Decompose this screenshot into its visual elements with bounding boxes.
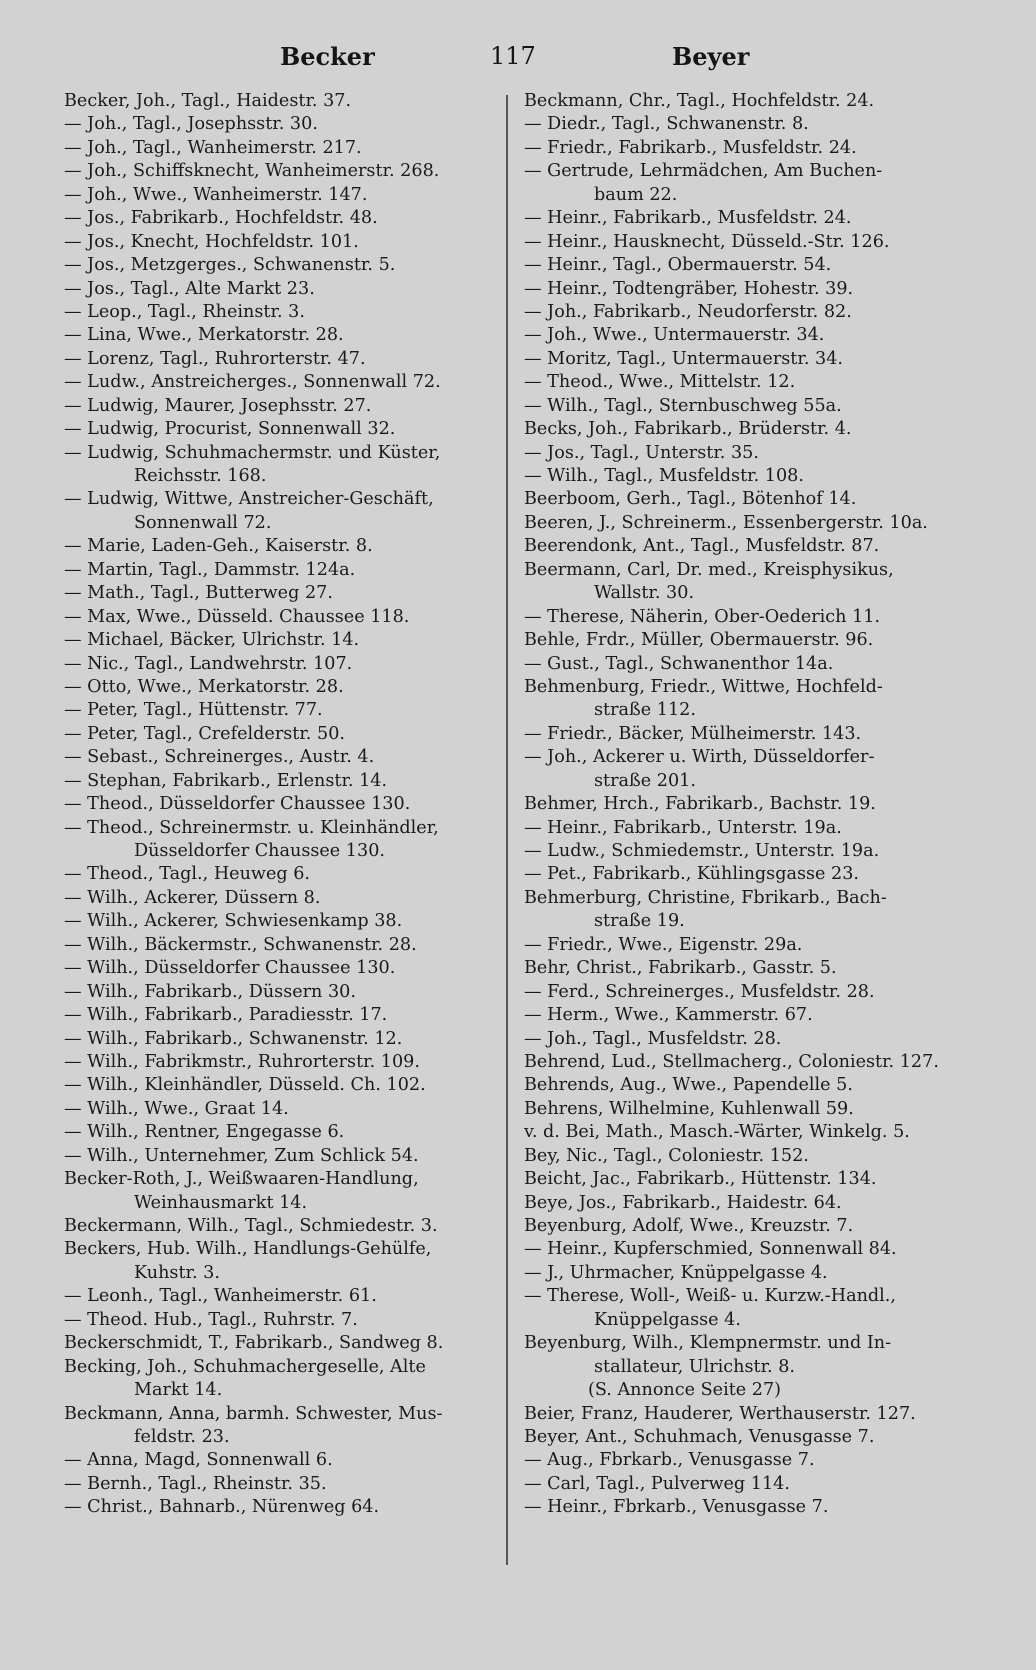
directory-entry: — Wilh., Wwe., Graat 14. — [64, 1098, 289, 1119]
directory-entry: — Theod., Wwe., Mittelstr. 12. — [524, 372, 796, 393]
directory-entry: Beerboom, Gerh., Tagl., Bötenhof 14. — [524, 489, 857, 510]
directory-entry: Beyenburg, Wilh., Klempnermstr. und In- — [524, 1333, 892, 1354]
directory-entry: — Heinr., Tagl., Obermauerstr. 54. — [524, 255, 832, 276]
directory-entry: — Joh., Wwe., Wanheimerstr. 147. — [64, 184, 368, 205]
directory-entry: Bey, Nic., Tagl., Coloniestr. 152. — [524, 1145, 809, 1166]
directory-entry: — Friedr., Bäcker, Mülheimerstr. 143. — [524, 723, 862, 744]
directory-entry: Becker, Joh., Tagl., Haidestr. 37. — [64, 91, 352, 111]
directory-entry: — Michael, Bäcker, Ulrichstr. 14. — [64, 630, 360, 651]
directory-entry: — Heinr., Fabrikarb., Musfeldstr. 24. — [524, 208, 852, 229]
directory-entry: — Christ., Bahnarb., Nürenweg 64. — [64, 1497, 380, 1518]
directory-entry: Beicht, Jac., Fabrikarb., Hüttenstr. 134. — [524, 1169, 877, 1190]
directory-entry: Beermann, Carl, Dr. med., Kreisphysikus, — [524, 559, 894, 580]
directory-entry: — Theod., Schreinermstr. u. Kleinhändler, — [64, 817, 439, 838]
directory-entry: — Herm., Wwe., Kammerstr. 67. — [524, 1005, 813, 1026]
directory-entry: Beier, Franz, Hauderer, Werthauserstr. 127. — [524, 1403, 916, 1424]
directory-entry: — Jos., Tagl., Alte Markt 23. — [64, 278, 315, 299]
directory-entry: Behmer, Hrch., Fabrikarb., Bachstr. 19. — [524, 794, 876, 815]
entry-continuation-line: Markt 14. — [134, 1380, 223, 1401]
entry-continuation-line: Weinhausmarkt 14. — [134, 1192, 308, 1213]
directory-entry: — Otto, Wwe., Merkatorstr. 28. — [64, 676, 344, 697]
directory-entry: — Heinr., Todtengräber, Hohestr. 39. — [524, 278, 854, 299]
entry-continuation-line: Düsseldorfer Chaussee 130. — [134, 841, 385, 861]
directory-entry: — Therese, Näherin, Ober-Oederich 11. — [524, 606, 881, 627]
directory-entry: — Gertrude, Lehrmädchen, Am Buchen- — [524, 161, 883, 182]
directory-entry: — Stephan, Fabrikarb., Erlenstr. 14. — [64, 770, 388, 791]
directory-entry: — Heinr., Hausknecht, Düsseld.-Str. 126. — [524, 231, 890, 252]
directory-entry: — Wilh., Tagl., Musfeldstr. 108. — [524, 466, 804, 486]
directory-entry: — Joh., Tagl., Musfeldstr. 28. — [524, 1028, 782, 1049]
directory-entry: — Wilh., Unternehmer, Zum Schlick 54. — [64, 1145, 419, 1166]
directory-entry: Becking, Joh., Schuhmachergeselle, Alte — [64, 1356, 426, 1377]
directory-entry: — Sebast., Schreinerges., Austr. 4. — [64, 747, 375, 768]
directory-entry: — Ludw., Anstreicherges., Sonnenwall 72. — [64, 372, 441, 393]
directory-entry: — Jos., Metzgerges., Schwanenstr. 5. — [64, 255, 396, 276]
right-column — [524, 90, 964, 1520]
directory-entry: — Heinr., Kupferschmied, Sonnenwall 84. — [524, 1239, 897, 1260]
directory-entry: — Friedr., Fabrikarb., Musfeldstr. 24. — [524, 137, 857, 158]
directory-entry: Behle, Frdr., Müller, Obermauerstr. 96. — [524, 630, 874, 651]
directory-entry: — Jos., Fabrikarb., Hochfeldstr. 48. — [64, 208, 378, 229]
directory-entry: Beckers, Hub. Wilh., Handlungs-Gehülfe, — [64, 1239, 432, 1260]
directory-entry: — Martin, Tagl., Dammstr. 124a. — [64, 559, 356, 580]
directory-entry: — Wilh., Düsseldorfer Chaussee 130. — [64, 958, 396, 979]
directory-entry: Beckmann, Chr., Tagl., Hochfeldstr. 24. — [524, 91, 875, 111]
directory-entry: — Lina, Wwe., Merkatorstr. 28. — [64, 325, 344, 346]
directory-entry: — Aug., Fbrkarb., Venusgasse 7. — [524, 1450, 815, 1471]
directory-entry: — Marie, Laden-Geh., Kaiserstr. 8. — [64, 536, 373, 557]
directory-entry: Beckermann, Wilh., Tagl., Schmiedestr. 3. — [64, 1216, 438, 1236]
directory-entry: — Wilh., Kleinhändler, Düsseld. Ch. 102. — [64, 1075, 426, 1096]
directory-entry: — Joh., Ackerer u. Wirth, Düsseldorfer- — [524, 747, 875, 768]
directory-entry: Beyer, Ant., Schuhmach, Venusgasse 7. — [524, 1426, 875, 1447]
directory-entry: — Wilh., Ackerer, Schwiesenkamp 38. — [64, 911, 403, 932]
directory-entry: Beeren, J., Schreinerm., Essenbergerstr. 10a. — [524, 512, 928, 533]
directory-entry: — Moritz, Tagl., Untermauerstr. 34. — [524, 348, 843, 369]
directory-entry: — Wilh., Ackerer, Düssern 8. — [64, 887, 321, 908]
directory-entry: — Jos., Knecht, Hochfeldstr. 101. — [64, 231, 359, 252]
directory-entry: — Friedr., Wwe., Eigenstr. 29a. — [524, 934, 803, 955]
directory-entry: Behrend, Lud., Stellmacherg., Coloniestr. 127. — [524, 1051, 939, 1072]
entry-continuation-line: straße 112. — [594, 700, 696, 721]
directory-entry: — Wilh., Rentner, Engegasse 6. — [64, 1122, 345, 1143]
directory-entry: — Anna, Magd, Sonnenwall 6. — [64, 1450, 333, 1471]
directory-entry: Behrens, Wilhelmine, Kuhlenwall 59. — [524, 1098, 854, 1119]
entry-continuation-line: Wallstr. 30. — [594, 583, 695, 604]
entry-continuation-line: stallateur, Ulrichstr. 8. — [594, 1356, 796, 1377]
directory-entry: v. d. Bei, Math., Masch.-Wärter, Winkelg. 5. — [524, 1122, 910, 1143]
directory-entry: — Gust., Tagl., Schwanenthor 14a. — [524, 653, 834, 674]
directory-entry: — Carl, Tagl., Pulverweg 114. — [524, 1473, 790, 1494]
directory-entry: — Pet., Fabrikarb., Kühlingsgasse 23. — [524, 864, 859, 885]
directory-entry: — Theod., Düsseldorfer Chaussee 130. — [64, 794, 411, 815]
entry-continuation-line: Sonnenwall 72. — [134, 512, 272, 533]
annotation-line: (S. Annonce Seite 27) — [588, 1380, 782, 1401]
column-divider — [506, 95, 508, 1565]
directory-entry: — Joh., Fabrikarb., Neudorferstr. 82. — [524, 301, 852, 322]
directory-entry: — Nic., Tagl., Landwehrstr. 107. — [64, 653, 353, 674]
directory-entry: — Jos., Tagl., Unterstr. 35. — [524, 442, 759, 463]
directory-entry: — Leop., Tagl., Rheinstr. 3. — [64, 301, 305, 322]
entry-continuation-line: Knüppelgasse 4. — [594, 1309, 741, 1330]
entry-continuation-line: straße 201. — [594, 770, 696, 791]
directory-entry: — Ludwig, Schuhmachermstr. und Küster, — [64, 442, 441, 463]
entry-continuation-line: Reichsstr. 168. — [134, 466, 267, 486]
entry-continuation-line: baum 22. — [594, 184, 678, 205]
directory-entry: Becks, Joh., Fabrikarb., Brüderstr. 4. — [524, 419, 852, 440]
directory-entry: — Ludw., Schmiedemstr., Unterstr. 19a. — [524, 841, 880, 861]
directory-entry: — Lorenz, Tagl., Ruhrorterstr. 47. — [64, 348, 366, 369]
directory-entry: — Wilh., Fabrikarb., Düssern 30. — [64, 981, 356, 1002]
directory-entry: Beckmann, Anna, barmh. Schwester, Mus- — [64, 1403, 443, 1424]
directory-entry: Beye, Jos., Fabrikarb., Haidestr. 64. — [524, 1192, 842, 1213]
directory-entry: — Joh., Wwe., Untermauerstr. 34. — [524, 325, 825, 346]
directory-entry: — Leonh., Tagl., Wanheimerstr. 61. — [64, 1286, 377, 1307]
directory-entry: — Ludwig, Procurist, Sonnenwall 32. — [64, 419, 396, 440]
directory-entry: — Heinr., Fbrkarb., Venusgasse 7. — [524, 1497, 829, 1518]
header-left-keyword: Becker — [280, 42, 375, 71]
directory-entry: — Max, Wwe., Düsseld. Chaussee 118. — [64, 606, 410, 627]
entry-continuation-line: straße 19. — [594, 911, 685, 932]
directory-entry: Behrends, Aug., Wwe., Papendelle 5. — [524, 1075, 853, 1096]
directory-entry: Behmerburg, Christine, Fbrikarb., Bach- — [524, 887, 887, 908]
directory-entry: — Joh., Tagl., Josephsstr. 30. — [64, 114, 318, 135]
directory-entry: — Joh., Schiffsknecht, Wanheimerstr. 268. — [64, 161, 440, 182]
directory-entry: — Wilh., Fabrikmstr., Ruhrorterstr. 109. — [64, 1051, 420, 1072]
directory-entry: — Therese, Woll-, Weiß- u. Kurzw.-Handl., — [524, 1286, 896, 1307]
left-column — [64, 90, 492, 1520]
directory-entry: — Wilh., Bäckermstr., Schwanenstr. 28. — [64, 934, 417, 955]
directory-entry: Beyenburg, Adolf, Wwe., Kreuzstr. 7. — [524, 1216, 854, 1236]
directory-entry: — Ludwig, Wittwe, Anstreicher-Geschäft, — [64, 489, 434, 510]
directory-entry: Behmenburg, Friedr., Wittwe, Hochfeld- — [524, 676, 883, 697]
directory-entry: — Ferd., Schreinerges., Musfeldstr. 28. — [524, 981, 875, 1002]
directory-entry: Behr, Christ., Fabrikarb., Gasstr. 5. — [524, 958, 837, 979]
directory-entry: — Bernh., Tagl., Rheinstr. 35. — [64, 1473, 327, 1494]
page-number: 117 — [490, 42, 536, 70]
directory-entry: — Wilh., Fabrikarb., Paradiesstr. 17. — [64, 1005, 388, 1026]
directory-entry: — Wilh., Tagl., Sternbuschweg 55a. — [524, 395, 842, 416]
directory-entry: — Joh., Tagl., Wanheimerstr. 217. — [64, 137, 362, 158]
directory-entry: — Peter, Tagl., Crefelderstr. 50. — [64, 723, 345, 744]
entry-continuation-line: Kuhstr. 3. — [134, 1262, 220, 1283]
directory-entry: — Theod., Tagl., Heuweg 6. — [64, 864, 311, 885]
directory-entry: — Theod. Hub., Tagl., Ruhrstr. 7. — [64, 1309, 358, 1330]
header-right-keyword: Beyer — [672, 42, 750, 71]
directory-entry: — J., Uhrmacher, Knüppelgasse 4. — [524, 1262, 828, 1283]
directory-entry: — Ludwig, Maurer, Josephsstr. 27. — [64, 395, 372, 416]
directory-entry: — Diedr., Tagl., Schwanenstr. 8. — [524, 114, 809, 135]
entry-continuation-line: feldstr. 23. — [134, 1426, 230, 1447]
directory-entry: Beerendonk, Ant., Tagl., Musfeldstr. 87. — [524, 536, 880, 557]
directory-entry: Becker-Roth, J., Weißwaaren-Handlung, — [64, 1169, 419, 1190]
directory-entry: — Peter, Tagl., Hüttenstr. 77. — [64, 700, 323, 721]
directory-entry: — Wilh., Fabrikarb., Schwanenstr. 12. — [64, 1028, 403, 1049]
directory-entry: Beckerschmidt, T., Fabrikarb., Sandweg 8. — [64, 1333, 444, 1354]
page-header — [0, 38, 1036, 78]
directory-entry: — Math., Tagl., Butterweg 27. — [64, 583, 333, 604]
directory-entry: — Heinr., Fabrikarb., Unterstr. 19a. — [524, 817, 842, 838]
